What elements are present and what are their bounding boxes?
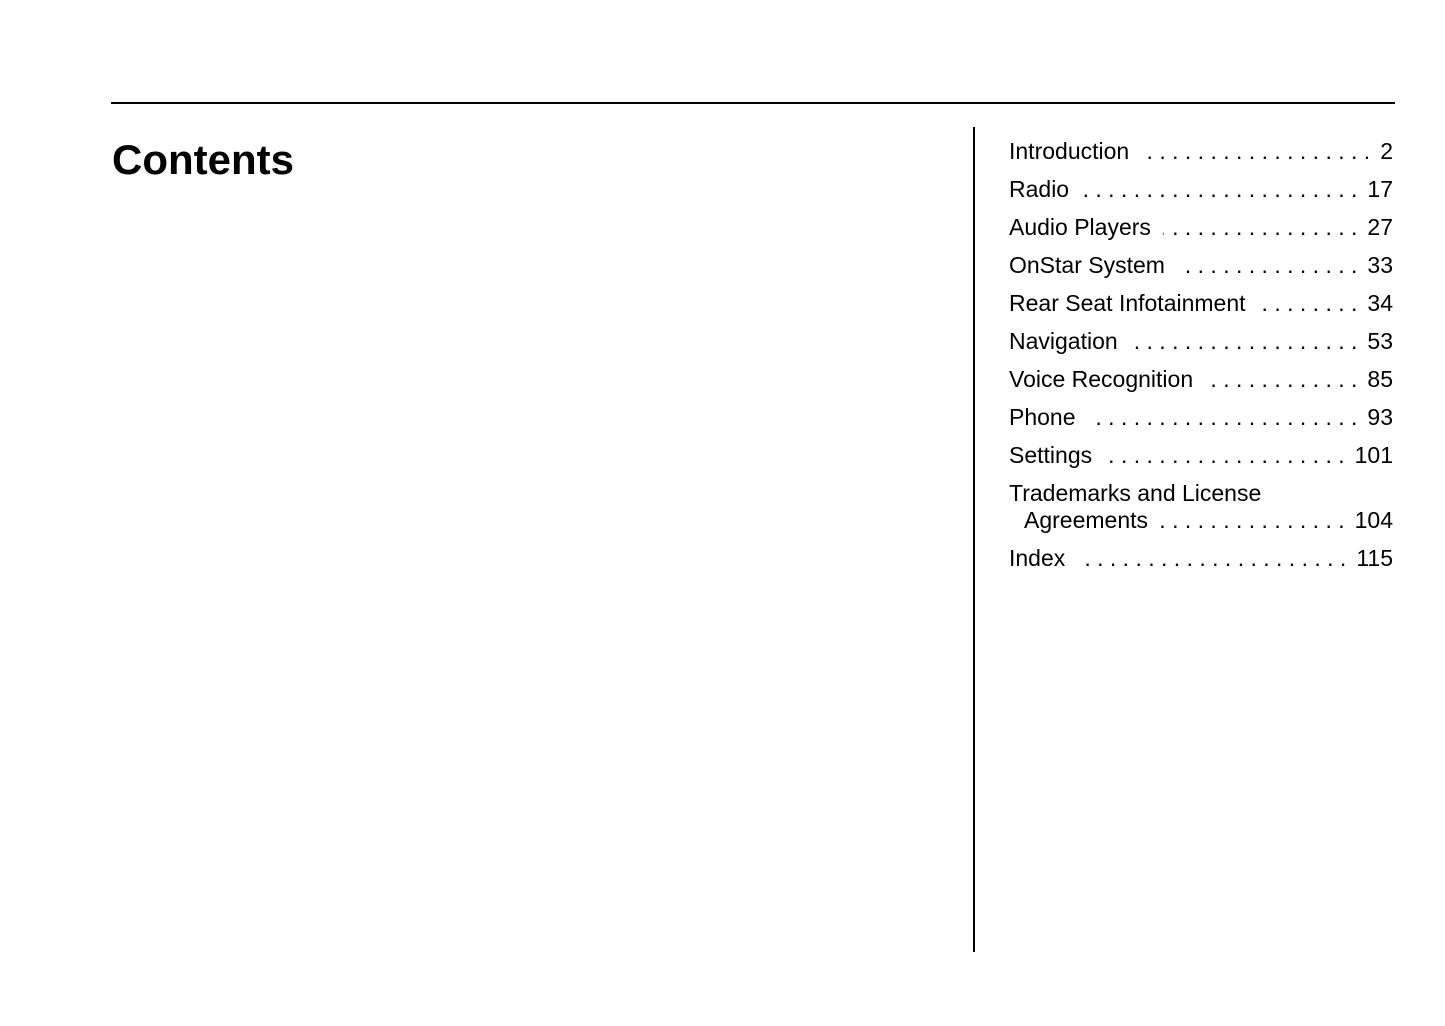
toc-entry-page: 104 bbox=[1354, 507, 1393, 533]
toc-entry-label: Rear Seat Infotainment bbox=[1009, 290, 1246, 316]
toc-entry-page: 17 bbox=[1367, 176, 1393, 202]
toc-dot-leader bbox=[1258, 290, 1358, 317]
toc-entry-introduction[interactable] bbox=[1009, 138, 1393, 165]
header-rule bbox=[111, 102, 1395, 104]
toc-entry-label: Introduction bbox=[1009, 138, 1130, 164]
toc-entry-label: Settings bbox=[1009, 442, 1093, 468]
toc-entry-page: 2 bbox=[1380, 138, 1393, 164]
toc-dot-leader bbox=[1081, 176, 1357, 203]
toc-entry-label: OnStar System bbox=[1009, 252, 1165, 278]
toc-entry-page: 93 bbox=[1367, 404, 1393, 430]
page-title: Contents bbox=[112, 136, 294, 183]
toc-entry-label: Voice Recognition bbox=[1009, 366, 1194, 392]
toc-entry-radio[interactable] bbox=[1009, 176, 1393, 203]
toc-dot-leader bbox=[1088, 404, 1358, 431]
toc-entry-label-continued: Agreements bbox=[1024, 507, 1149, 533]
toc-entry-page: 101 bbox=[1354, 442, 1393, 468]
toc-entry-settings[interactable] bbox=[1009, 442, 1393, 469]
toc-entry-label: Index bbox=[1009, 545, 1066, 571]
toc-entry-page: 27 bbox=[1367, 214, 1393, 240]
toc-dot-leader bbox=[1141, 138, 1370, 165]
toc-entry-audio-players[interactable] bbox=[1009, 214, 1393, 241]
toc-entry-voice-recognition[interactable] bbox=[1009, 366, 1393, 393]
toc-entry-navigation[interactable] bbox=[1009, 328, 1393, 355]
toc-entry-trademarks-and-license-agreements[interactable] bbox=[1009, 480, 1393, 534]
toc-entry-page: 85 bbox=[1367, 366, 1393, 392]
toc-entry-page: 33 bbox=[1367, 252, 1393, 278]
toc-entry-label: Trademarks and License bbox=[1009, 480, 1262, 506]
toc-dot-leader bbox=[1077, 545, 1346, 572]
toc-dot-leader bbox=[1104, 442, 1345, 469]
toc-entry-label: Radio bbox=[1009, 176, 1070, 202]
toc-entry-phone[interactable] bbox=[1009, 404, 1393, 431]
toc-entry-page: 53 bbox=[1367, 328, 1393, 354]
toc-entry-rear-seat-infotainment[interactable] bbox=[1009, 290, 1393, 317]
toc-dot-leader bbox=[1205, 366, 1357, 393]
toc-entry-label: Navigation bbox=[1009, 328, 1118, 354]
column-divider bbox=[973, 127, 975, 952]
toc-entry-label: Phone bbox=[1009, 404, 1076, 430]
table-of-contents bbox=[1009, 138, 1393, 583]
toc-dot-leader bbox=[1163, 214, 1357, 241]
toc-entry-onstar-system[interactable] bbox=[1009, 252, 1393, 279]
toc-entry-label: Audio Players bbox=[1009, 214, 1151, 240]
toc-dot-leader bbox=[1130, 328, 1358, 355]
toc-entry-page: 115 bbox=[1356, 545, 1393, 571]
toc-entry-page: 34 bbox=[1367, 290, 1393, 316]
toc-dot-leader bbox=[1177, 252, 1357, 279]
toc-dot-leader bbox=[1160, 507, 1345, 534]
toc-entry-index[interactable] bbox=[1009, 545, 1393, 572]
